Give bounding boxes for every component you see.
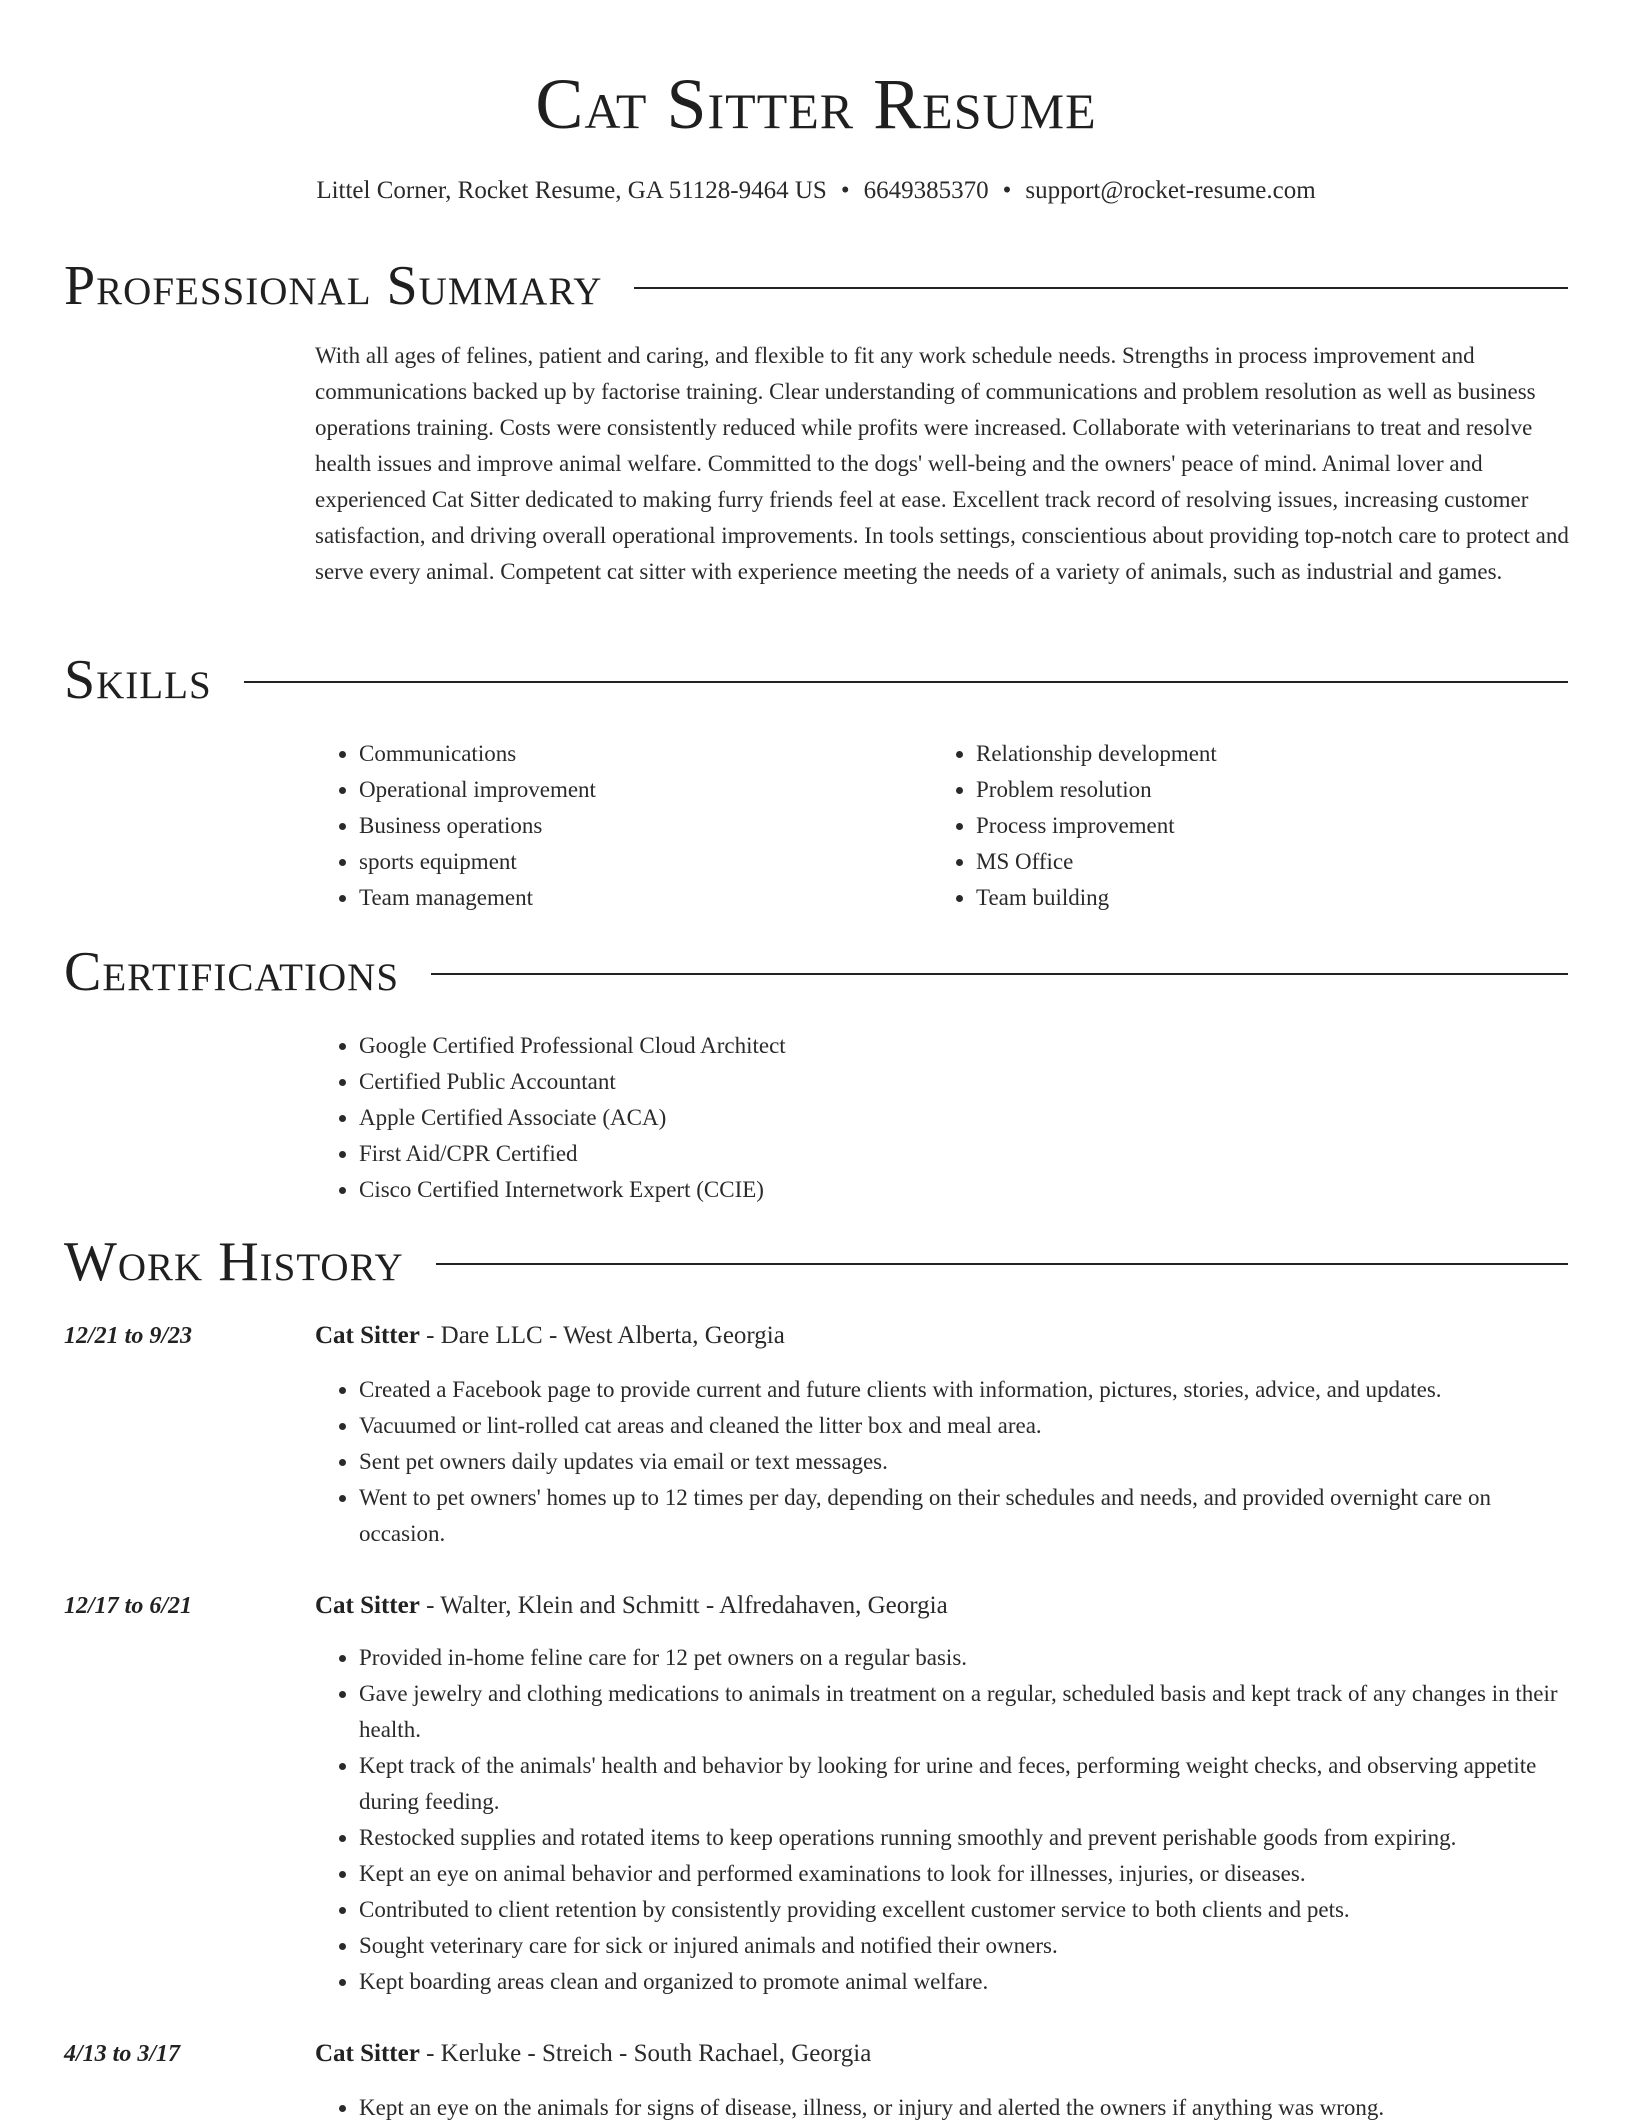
work-history-section-header: [64, 1230, 1568, 1294]
contact-email[interactable]: support@rocket-resume.com: [1025, 177, 1316, 204]
job-bullet: • Contributed to client retention by consistently providing excellent customer service to both clients and pets.: [359, 1892, 1570, 1928]
skill-item: • Business operations: [359, 808, 875, 844]
contact-address: Littel Corner, Rocket Resume, GA 51128-9464 US: [316, 177, 827, 204]
certifications-section-header: [64, 940, 1568, 1004]
job-bullet: • Kept boarding areas clean and organized to promote animal welfare.: [359, 1964, 1570, 2000]
certification-item: • Apple Certified Associate (ACA): [359, 1100, 1315, 1136]
work-history-heading: Work History: [64, 1231, 404, 1293]
job-bullet: • Restocked supplies and rotated items to keep operations running smoothly and prevent perishable goods from expiring.: [359, 1820, 1570, 1856]
skill-item: • Process improvement: [976, 808, 1492, 844]
job-bullet: • Gave jewelry and clothing medications to animals in treatment on a regular, scheduled basis and kept track of any changes in their health.: [359, 1676, 1570, 1748]
job-bullet: • Kept an eye on the animals for signs of disease, illness, or injury and alerted the owners if anything was wrong.: [359, 2090, 1570, 2126]
job-company: - Walter, Klein and Schmitt - Alfredahaven, Georgia: [419, 1592, 948, 1619]
skill-item: • Relationship development: [976, 736, 1492, 772]
skills-column-left: [315, 736, 875, 916]
certifications-heading: Certifications: [64, 941, 400, 1003]
summary-heading: Professional Summary: [64, 255, 603, 317]
skills-column-right: [932, 736, 1492, 916]
job-heading: [315, 2036, 871, 2072]
certification-item: • First Aid/CPR Certified: [359, 1136, 1315, 1172]
job-bullet: • Kept an eye on animal behavior and performed examinations to look for illnesses, injuries, or diseases.: [359, 1856, 1570, 1892]
resume-title: Cat Sitter Resume: [535, 64, 1097, 144]
job-heading: [315, 1588, 948, 1624]
skill-item: • Problem resolution: [976, 772, 1492, 808]
skills-section-header: [64, 648, 1568, 712]
summary-section-header: [64, 254, 1568, 318]
job-bullets: [315, 1372, 1570, 1552]
section-divider: [436, 1263, 1568, 1265]
job-dates: 12/17 to 6/21: [64, 1593, 193, 1619]
section-divider: [244, 681, 1568, 683]
skill-item: • MS Office: [976, 844, 1492, 880]
contact-separator: •: [1002, 177, 1012, 204]
contact-phone: 6649385370: [863, 177, 989, 204]
job-bullets: [315, 1640, 1570, 2000]
certification-item: • Cisco Certified Internetwork Expert (CCIE): [359, 1172, 1315, 1208]
job-bullet: • Created a Facebook page to provide current and future clients with information, pictures, stories, advice, and updates.: [359, 1372, 1570, 1408]
job-role: Cat Sitter: [315, 2040, 420, 2067]
job-bullet: • Went to pet owners' homes up to 12 times per day, depending on their schedules and needs, and provided overnight care on occasion.: [359, 1480, 1570, 1552]
job-role: Cat Sitter: [315, 1322, 420, 1349]
skill-item: • Team building: [976, 880, 1492, 916]
job-bullet: • Sent pet owners daily updates via email or text messages.: [359, 1444, 1570, 1480]
job-bullet: • Vacuumed or lint-rolled cat areas and cleaned the litter box and meal area.: [359, 1408, 1570, 1444]
job-dates: 12/21 to 9/23: [64, 1323, 193, 1349]
skill-item: • Team management: [359, 880, 875, 916]
job-bullet: • Kept track of the animals' health and behavior by looking for urine and feces, performing weight checks, and observing appetite during feeding.: [359, 1748, 1570, 1820]
certifications-list: [315, 1028, 1315, 1208]
section-divider: [431, 973, 1568, 975]
contact-separator: •: [840, 177, 850, 204]
summary-text: With all ages of felines, patient and caring, and flexible to fit any work schedule needs. Strengths in process improvement and communications backed up by factorise training. Clear understanding of communications and problem resolution as well as business operations training. Costs were consistently reduced while profits were increased. Collaborate with veterinarians to treat and resolve health issues and improve animal welfare. Committed to the dogs' well-being and the owners' peace of mind. Animal lover and experienced Cat Sitter dedicated to making furry friends feel at ease. Excellent track record of resolving issues, increasing customer satisfaction, and driving overall operational improvements. In tools settings, conscientious about providing top-notch care to protect and serve every animal. Competent cat sitter with experience meeting the needs of a variety of animals, such as industrial and games.: [315, 343, 1569, 584]
skill-item: • sports equipment: [359, 844, 875, 880]
skill-item: • Operational improvement: [359, 772, 875, 808]
job-company: - Dare LLC - West Alberta, Georgia: [419, 1322, 785, 1349]
section-divider: [634, 287, 1568, 289]
certification-item: • Google Certified Professional Cloud Architect: [359, 1028, 1315, 1064]
job-role: Cat Sitter: [315, 1592, 420, 1619]
job-dates: 4/13 to 3/17: [64, 2041, 181, 2067]
job-bullet: • Provided in-home feline care for 12 pet owners on a regular basis.: [359, 1640, 1570, 1676]
skills-heading: Skills: [64, 649, 212, 711]
job-company: - Kerluke - Streich - South Rachael, Georgia: [419, 2040, 872, 2067]
job-bullet: • Sought veterinary care for sick or injured animals and notified their owners.: [359, 1928, 1570, 1964]
skill-item: • Communications: [359, 736, 875, 772]
contact-line: [0, 174, 1632, 208]
job-bullets: [315, 2090, 1570, 2126]
certification-item: • Certified Public Accountant: [359, 1064, 1315, 1100]
job-heading: [315, 1318, 785, 1354]
